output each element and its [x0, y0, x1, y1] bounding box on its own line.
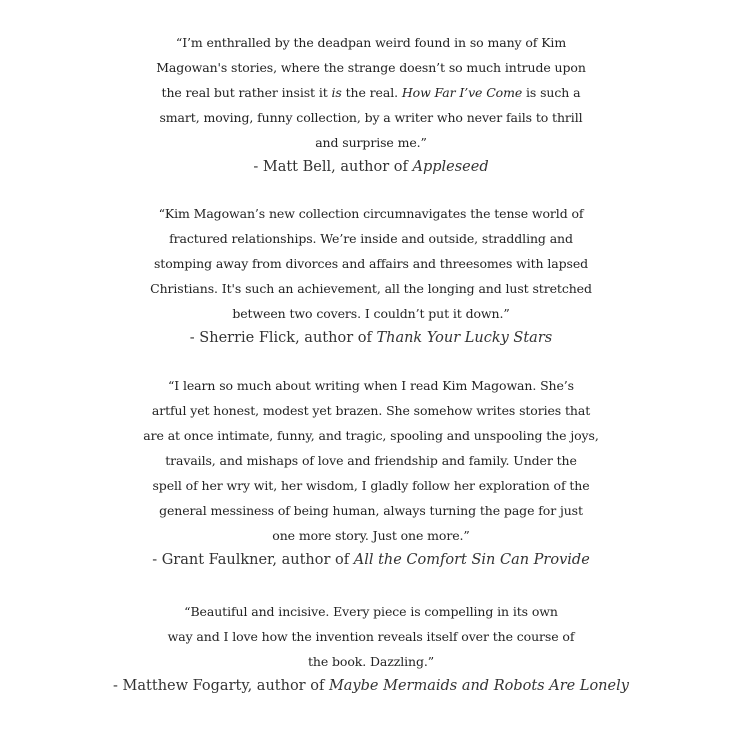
quote-text: Christians. It's such an achievement, all the longing and lust stretched [150, 281, 592, 296]
attribution-book-title: Appleseed [412, 159, 489, 175]
quote-line [0, 448, 742, 473]
attribution-book-title: All the Comfort Sin Can Provide [353, 552, 590, 568]
quote-text: are at once intimate, funny, and tragic, spooling and unspooling the joys, [143, 428, 599, 443]
quote-line [0, 398, 742, 423]
quote-text: between two covers. I couldn’t put it down.” [232, 306, 510, 321]
quote-line [0, 30, 742, 55]
blurb-attribution [0, 676, 742, 696]
quote-line [0, 599, 742, 624]
quote-text: the real but rather insist it [161, 85, 332, 100]
attribution-book-title: Maybe Mermaids and Robots Are Lonely [328, 678, 629, 694]
quote-text: travails, and mishaps of love and friendship and family. Under the [165, 453, 577, 468]
quote-line [0, 373, 742, 398]
quote-text: “Beautiful and incisive. Every piece is compelling in its own [184, 604, 558, 619]
blurb-attribution [0, 157, 742, 177]
attribution-book-title: Thank Your Lucky Stars [376, 330, 553, 346]
quote-text: is such a [522, 85, 581, 100]
quote-text: way and I love how the invention reveals itself over the course of [167, 629, 575, 644]
quote-line [0, 423, 742, 448]
blurb-sherrie-flick [0, 201, 742, 348]
quote-text: spell of her wry wit, her wisdom, I gladly follow her exploration of the [152, 478, 590, 493]
quote-text: the book. Dazzling.” [307, 654, 435, 669]
quote-text: general messiness of being human, always turning the page for just [159, 503, 583, 518]
quote-text: and surprise me.” [315, 135, 427, 150]
quote-line [0, 226, 742, 251]
quote-line [0, 301, 742, 326]
quote-text: fractured relationships. We’re inside and outside, straddling and [169, 231, 573, 246]
quote-line [0, 130, 742, 155]
attribution-author: - Sherrie Flick, author of [189, 330, 377, 346]
quote-line [0, 55, 742, 80]
quote-line [0, 276, 742, 301]
blurb-attribution [0, 550, 742, 570]
blurb-quote [0, 599, 742, 674]
quote-line [0, 201, 742, 226]
quote-text: “I learn so much about writing when I read Kim Magowan. She’s [167, 378, 574, 393]
quote-line [0, 80, 742, 105]
blurb-matthew-fogarty [0, 599, 742, 696]
quote-text: smart, moving, funny collection, by a writer who never fails to thrill [159, 110, 583, 125]
quote-line [0, 473, 742, 498]
quote-line [0, 105, 742, 130]
quote-text: the real. [341, 85, 402, 100]
blurb-quote [0, 201, 742, 326]
attribution-author: - Matt Bell, author of [253, 159, 413, 175]
quote-line [0, 624, 742, 649]
quote-line [0, 523, 742, 548]
quote-line [0, 498, 742, 523]
quote-text: stomping away from divorces and affairs and threesomes with lapsed [153, 256, 589, 271]
attribution-author: - Grant Faulkner, author of [152, 552, 354, 568]
blurb-attribution [0, 328, 742, 348]
book-title: How Far I’ve Come [401, 85, 523, 100]
quote-line [0, 251, 742, 276]
quote-text: Magowan's stories, where the strange doesn’t so much intrude upon [156, 60, 586, 75]
attribution-author: - Matthew Fogarty, author of [113, 678, 329, 694]
quote-text: “Kim Magowan’s new collection circumnavigates the tense world of [158, 206, 584, 221]
blurb-grant-faulkner [0, 373, 742, 570]
quote-text: one more story. Just one more.” [272, 528, 470, 543]
blurb-quote [0, 373, 742, 548]
blurb-matt-bell [0, 30, 742, 177]
blurb-quote [0, 30, 742, 155]
quote-line [0, 649, 742, 674]
quote-emphasis: is [331, 85, 342, 100]
quote-text: artful yet honest, modest yet brazen. She somehow writes stories that [151, 403, 591, 418]
quote-text: “I’m enthralled by the deadpan weird found in so many of Kim [175, 35, 567, 50]
